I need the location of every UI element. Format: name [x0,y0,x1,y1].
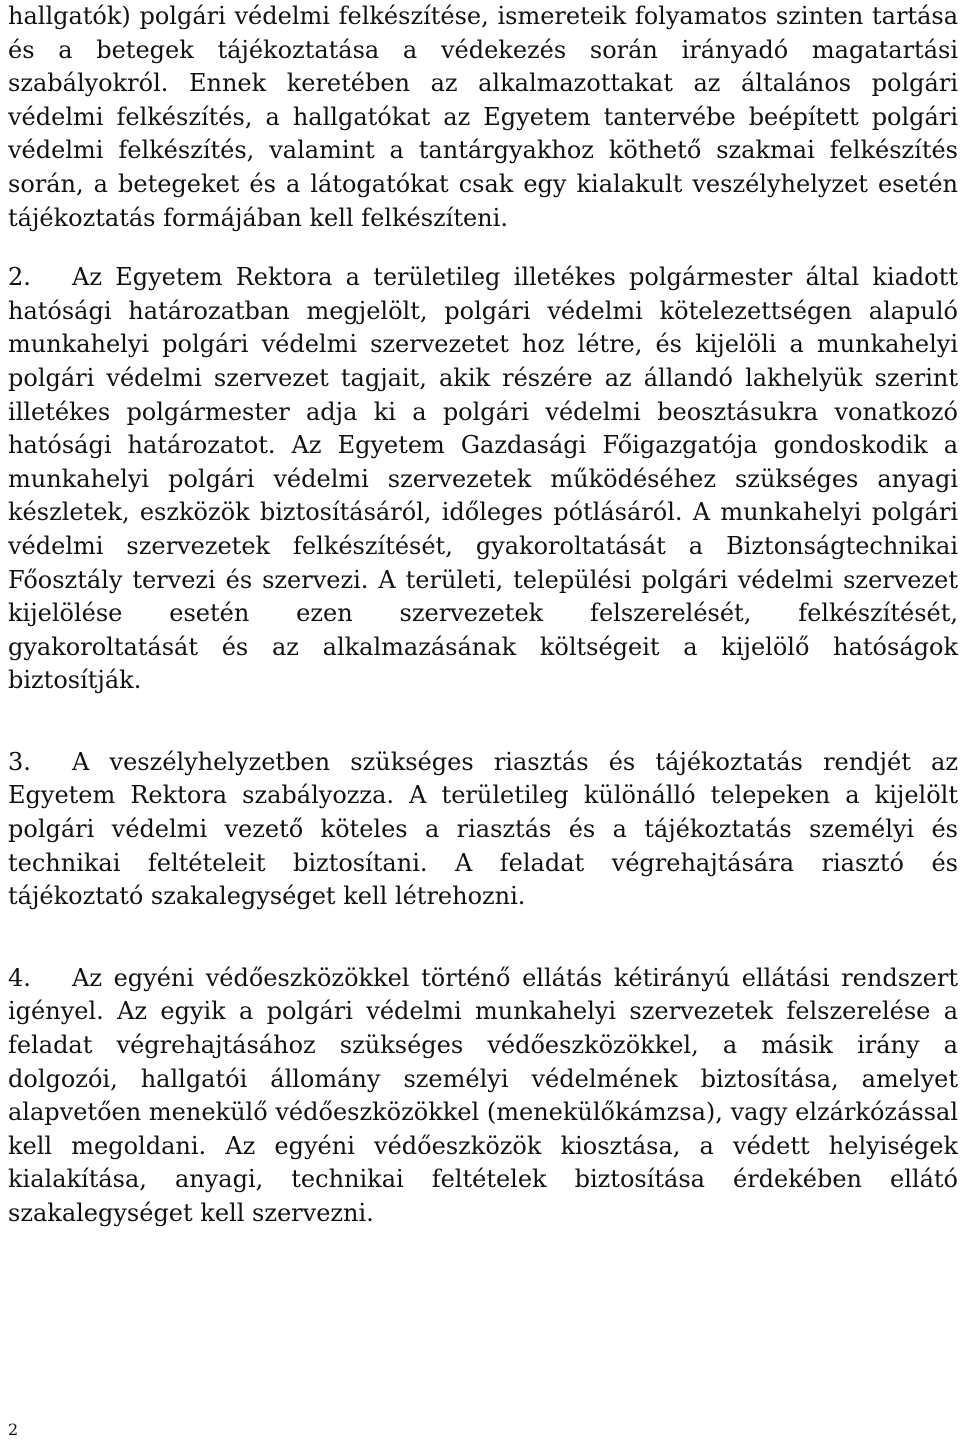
paragraph-4-text: Az egyéni védőeszközökkel történő ellátás kétirányú ellátási rendszert igényel. Az egyik a polgári védelmi munkahelyi szervezetek felszerelése a feladat végrehajtásához szükséges védőeszközökkel, a másik irány a dolgozói, hallgatói állomány személyi védelmének biztosítása, amelyet alapvetően menekülő védőeszközökkel (menekülőkámzsa), vagy elzárkózással kell megoldani. Az egyéni védőeszközök kiosztása, a védett helyiségek kialakítása, anyagi, technikai feltételek biztosítása érdekében ellátó szakalegységet kell szervezni. [8,963,958,1227]
paragraph-2-text: Az Egyetem Rektora a területileg illetékes polgármester által kiadott hatósági határozatban megjelölt, polgári védelmi kötelezettségen alapuló munkahelyi polgári védelmi szervezetet hoz létre, és kijelöli a munkahelyi polgári védelmi szervezet tagjait, akik részére az állandó lakhelyük szerint illetékes polgármester adja ki a polgári védelmi beosztásukra vonatkozó hatósági határozatot. Az Egyetem Gazdasági Főigazgatója gondoskodik a munkahelyi polgári védelmi szervezetek működéséhez szükséges anyagi készletek, eszközök biztosításáról, időleges pótlásáról. A munkahelyi polgári védelmi szervezetek felkészítését, gyakoroltatását a Biztonságtechnikai Főosztály tervezi és szervezi. A területi, települési polgári védelmi szervezet kijelölése esetén ezen szervezetek felszerelését, felkészítését, gyakoroltatását és az alkalmazásának költségeit a kijelölő hatóságok biztosítják. [8,263,958,695]
paragraph-3-text: A veszélyhelyzetben szükséges riasztás és tájékoztatás rendjét az Egyetem Rektora szabályozza. A területileg különálló telepeken a kijelölt polgári védelmi vezető köteles a riasztás és a tájékoztatás személyi és technikai feltételeit biztosítani. A feladat végrehajtására riasztó és tájékoztató szakalegységet kell létrehozni. [8,747,958,911]
page-number: 2 [8,1420,19,1439]
paragraph-3 [8,746,958,914]
paragraph-1 [8,0,958,235]
paragraph-4-number: 4. [8,963,31,992]
paragraph-2-number: 2. [8,263,31,292]
paragraph-1-text: hallgatók) polgári védelmi felkészítése, ismereteik folyamatos szinten tartása és a betegek tájékoztatása a védekezés során irányadó magatartási szabályokról. Ennek keretében az alkalmazottakat az általános polgári védelmi felkészítés, a hallgatókat az Egyetem tantervébe beépített polgári védelmi felkészítés, valamint a tantárgyakhoz köthető szakmai felkészítés során, a betegeket és a látogatókat csak egy kialakult veszélyhelyzet esetén tájékoztatás formájában kell felkészíteni. [8,2,958,232]
paragraph-3-number: 3. [8,747,31,776]
paragraph-4 [8,962,958,1231]
paragraph-2 [8,261,958,698]
document-page [8,0,958,1231]
